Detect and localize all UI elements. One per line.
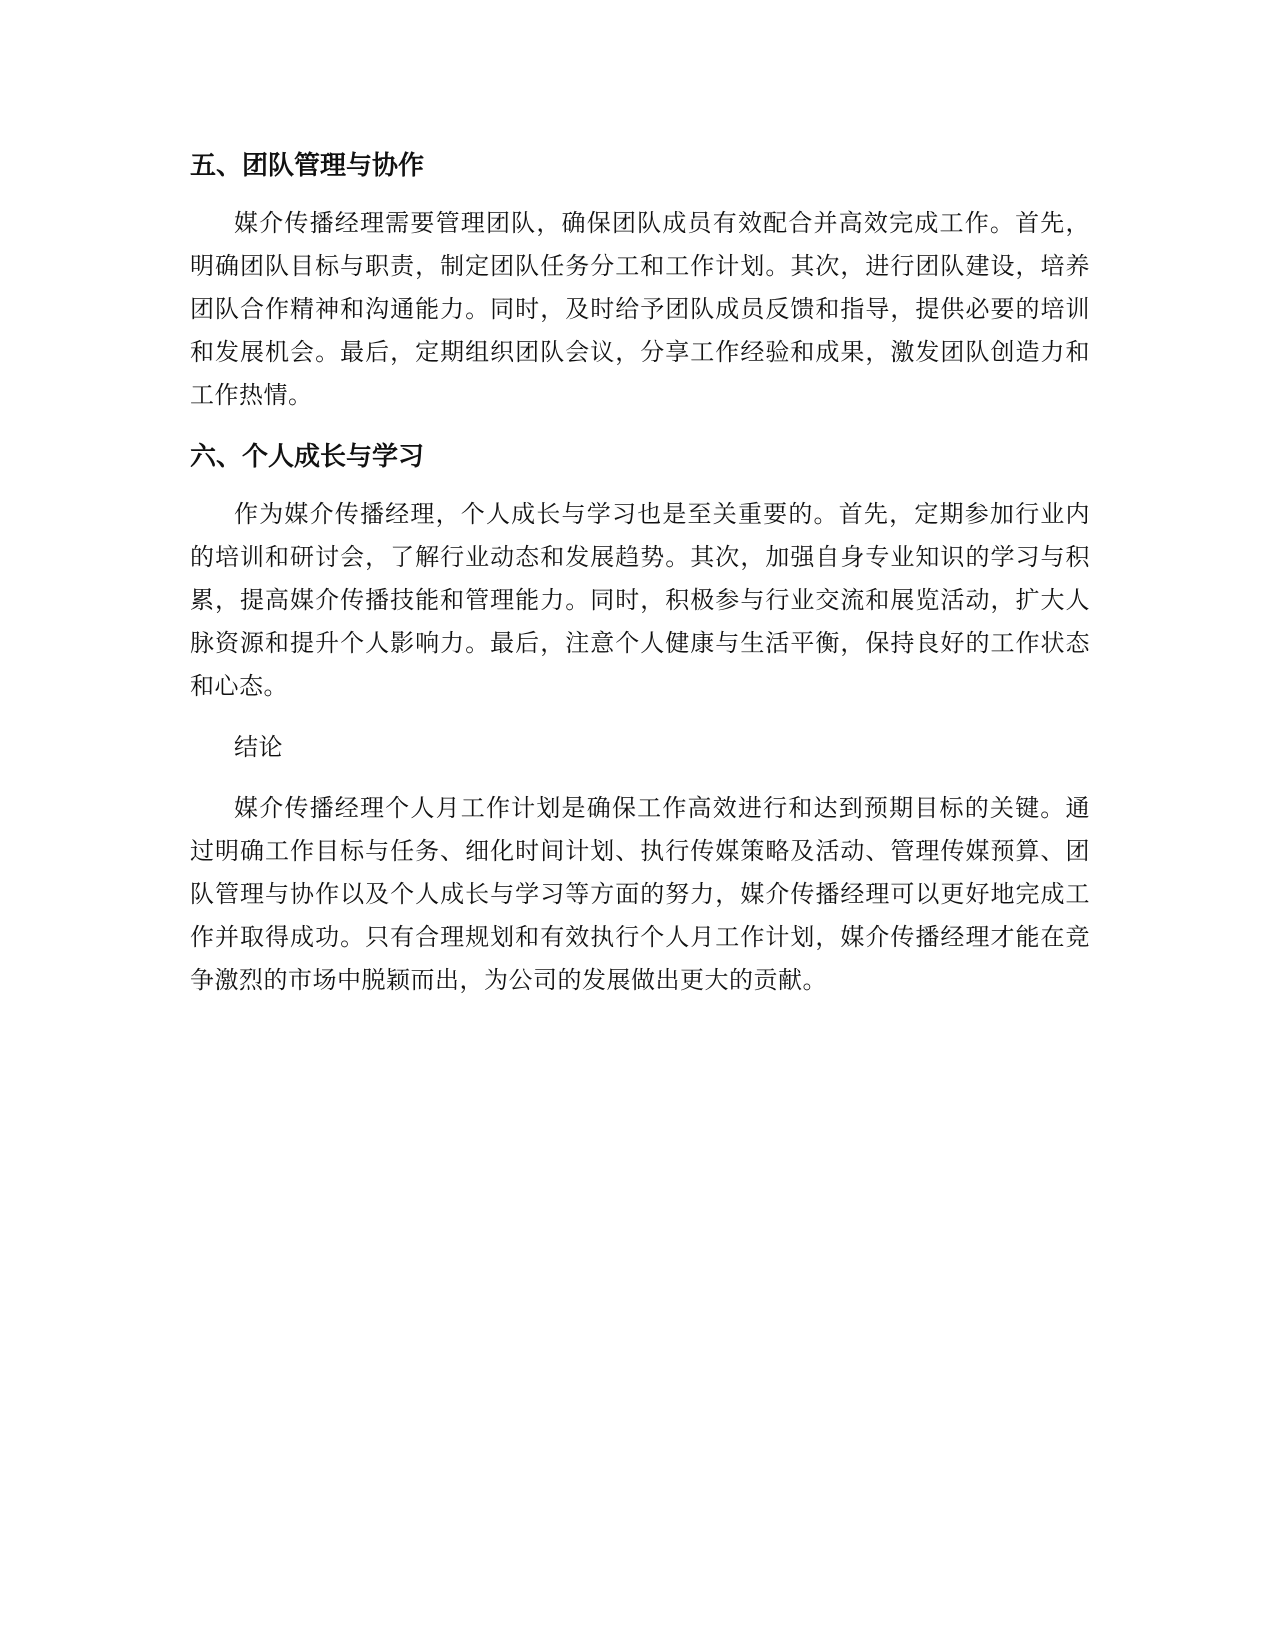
conclusion-paragraph: 媒介传播经理个人月工作计划是确保工作高效进行和达到预期目标的关键。通过明确工作目标与任务、细化时间计划、执行传媒策略及活动、管理传媒预算、团队管理与协作以及个人成长与学习等方面的努力，媒介传播经理可以更好地完成工作并取得成功。只有合理规划和有效执行个人月工作计划，媒介传播经理才能在竞争激烈的市场中脱颖而出，为公司的发展做出更大的贡献。 [190, 794, 1090, 994]
section-heading-personal-growth: 六、个人成长与学习 [190, 442, 425, 472]
section-paragraph-personal-growth: 作为媒介传播经理，个人成长与学习也是至关重要的。首先，定期参加行业内的培训和研讨会，了解行业动态和发展趋势。其次，加强自身专业知识的学习与积累，提高媒介传播技能和管理能力。同时，积极参与行业交流和展览活动，扩大人脉资源和提升个人影响力。最后，注意个人健康与生活平衡，保持良好的工作状态和心态。 [190, 500, 1090, 700]
section-heading-team-management: 五、团队管理与协作 [190, 151, 425, 181]
document-content [190, 148, 1090, 1002]
conclusion-title: 结论 [234, 733, 283, 761]
section-paragraph-team-management: 媒介传播经理需要管理团队，确保团队成员有效配合并高效完成工作。首先，明确团队目标与职责，制定团队任务分工和工作计划。其次，进行团队建设，培养团队合作精神和沟通能力。同时，及时给予团队成员反馈和指导，提供必要的培训和发展机会。最后，定期组织团队会议，分享工作经验和成果，激发团队创造力和工作热情。 [190, 209, 1090, 409]
